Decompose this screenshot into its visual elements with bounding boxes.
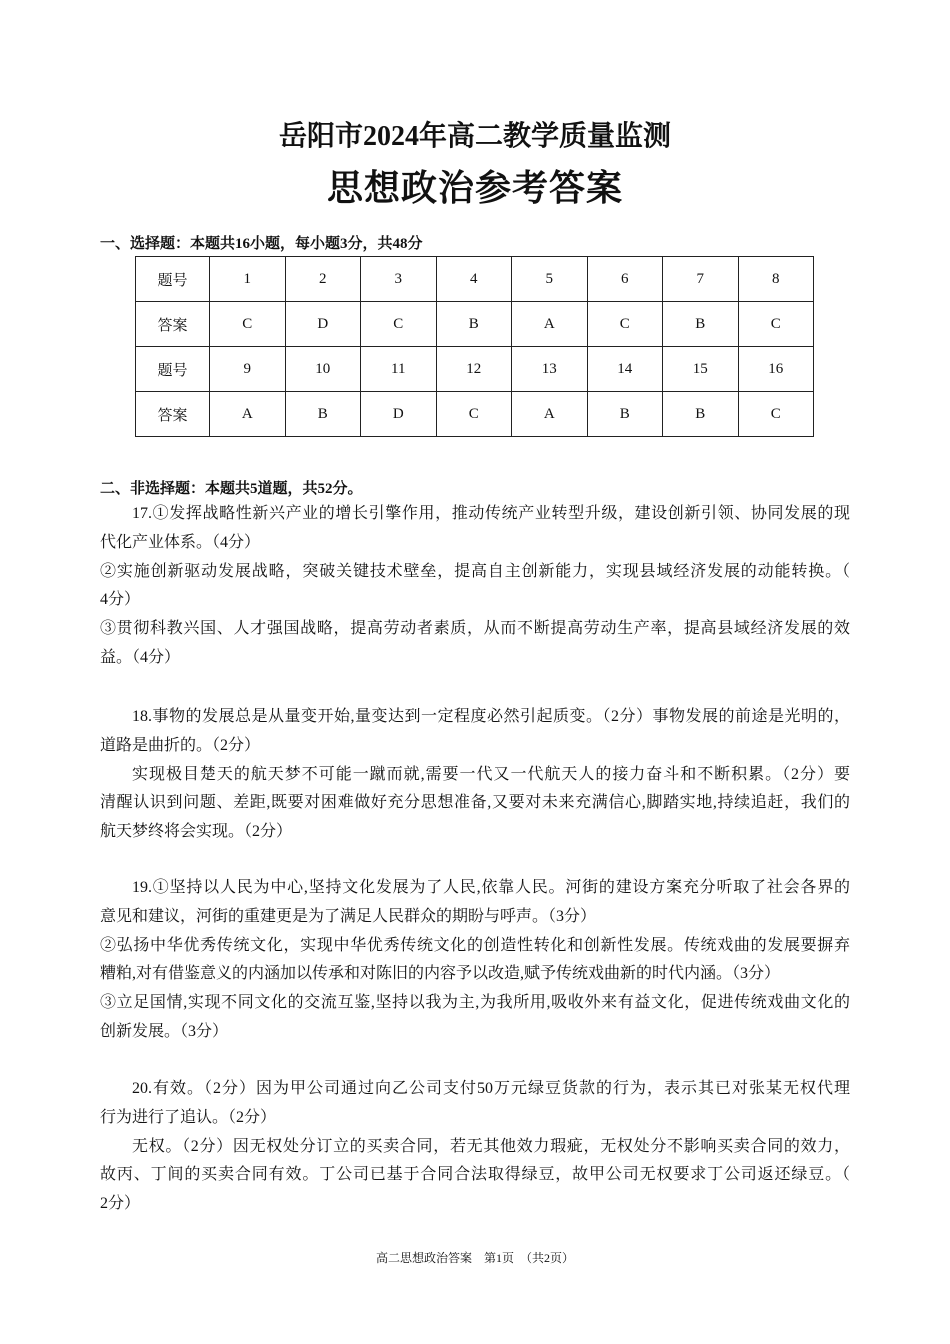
table-cell: 1 [210, 257, 286, 302]
text-line: 2分） [100, 1195, 141, 1213]
text-line: 无权。（2分）因无权处分订立的买卖合同，若无其他效力瑕疵，无权处分不影响买卖合同的效力， [132, 1137, 850, 1155]
text-line: ③立足国情,实现不同文化的交流互鉴,坚持以我为主,为我所用,吸收外来有益文化，促进传统戏曲文化的 [100, 994, 850, 1012]
text-line: 17.①发挥战略性新兴产业的增长引擎作用，推动传统产业转型升级，建设创新引领、协同发展的现 [132, 505, 850, 522]
text-line: 故丙、丁间的买卖合同有效。丁公司已基于合同合法取得绿豆，故甲公司无权要求丁公司返还绿豆。（ [100, 1166, 850, 1184]
table-cell: B [285, 392, 361, 437]
table-cell: C [361, 302, 437, 347]
question-19-answer [100, 874, 850, 1047]
document-title: 思想政治参考答案 [326, 168, 623, 208]
table-cell: B [436, 302, 512, 347]
table-cell: 16 [738, 347, 814, 392]
text-line: 代化产业体系。（4分） [100, 533, 261, 551]
text-line: 18.事物的发展总是从量变开始,量变达到一定程度必然引起质变。（2分）事物发展的前途是光明的， [132, 708, 850, 725]
row-header-cell: 答案 [136, 302, 210, 347]
table-cell: 8 [738, 257, 814, 302]
table-cell: B [587, 392, 663, 437]
table-cell: 7 [663, 257, 739, 302]
table-cell: C [587, 302, 663, 347]
text-line: 航天梦终将会实现。（2分） [100, 823, 293, 841]
page-footer: 高二思想政治答案 第1页 （共2页） [375, 1251, 574, 1265]
table-cell: C [738, 302, 814, 347]
table-cell: 3 [361, 257, 437, 302]
section1-header: 一、选择题：本题共16小题，每小题3分，共48分 [100, 236, 423, 252]
table-cell: D [361, 392, 437, 437]
text-line: ③贯彻科教兴国、人才强国战略，提高劳动者素质，从而不断提高劳动生产率，提高县域经济发展的效 [100, 620, 850, 638]
text-line: 19.①坚持以人民为中心,坚持文化发展为了人民,依靠人民。河街的建设方案充分听取了社会各界的 [132, 879, 850, 896]
exam-title: 岳阳市2024年高二教学质量监测 [278, 121, 671, 152]
text-line: ②弘扬中华优秀传统文化，实现中华优秀传统文化的创造性转化和创新性发展。传统戏曲的发展要摒弃 [100, 936, 850, 954]
text-line: 创新发展。（3分） [100, 1022, 229, 1040]
table-cell: 12 [436, 347, 512, 392]
table-cell: 13 [512, 347, 588, 392]
row-header-cell: 题号 [136, 347, 210, 392]
table-cell: 5 [512, 257, 588, 302]
section2-header: 二、非选择题：本题共5道题，共52分。 [100, 481, 363, 497]
table-cell: C [738, 392, 814, 437]
table-cell: 6 [587, 257, 663, 302]
question-17-answer [100, 500, 850, 673]
table-row [136, 302, 814, 347]
row-header-cell: 答案 [136, 392, 210, 437]
table-cell: 4 [436, 257, 512, 302]
text-line: 道路是曲折的。（2分） [100, 736, 261, 754]
question-18-answer [100, 703, 850, 847]
table-cell: 9 [210, 347, 286, 392]
answer-table [135, 256, 814, 437]
table-cell: C [436, 392, 512, 437]
text-line: 益。（4分） [100, 648, 181, 666]
text-line: 意见和建议，河街的重建更是为了满足人民群众的期盼与呼声。（3分） [100, 907, 597, 925]
text-line: 行为进行了追认。（2分） [100, 1108, 277, 1126]
text-line: 20.有效。（2分）因为甲公司通过向乙公司支付50万元绿豆货款的行为，表示其已对张某无权代理 [132, 1080, 850, 1097]
table-cell: 10 [285, 347, 361, 392]
text-line: 4分） [100, 591, 141, 609]
table-row [136, 392, 814, 437]
table-cell: A [512, 392, 588, 437]
table-cell: 15 [663, 347, 739, 392]
table-cell: A [210, 392, 286, 437]
table-cell: 11 [361, 347, 437, 392]
table-cell: D [285, 302, 361, 347]
text-line: ②实施创新驱动发展战略，突破关键技术壁垒，提高自主创新能力，实现县域经济发展的动能转换。（ [100, 562, 850, 580]
text-line: 实现极目楚天的航天梦不可能一蹴而就,需要一代又一代航天人的接力奋斗和不断积累。（2分）要 [132, 765, 850, 783]
table-cell: 2 [285, 257, 361, 302]
table-cell: 14 [587, 347, 663, 392]
table-cell: B [663, 302, 739, 347]
table-row [136, 347, 814, 392]
question-20-answer [100, 1075, 850, 1219]
table-cell: B [663, 392, 739, 437]
text-line: 糟粕,对有借鉴意义的内涵加以传承和对陈旧的内容予以改造,赋予传统戏曲新的时代内涵。（3分） [100, 965, 781, 983]
table-cell: C [210, 302, 286, 347]
table-cell: A [512, 302, 588, 347]
text-line: 清醒认识到问题、差距,既要对困难做好充分思想准备,又要对未来充满信心,脚踏实地,持续追赶，我们的 [100, 794, 850, 812]
row-header-cell: 题号 [136, 257, 210, 302]
table-row [136, 257, 814, 302]
